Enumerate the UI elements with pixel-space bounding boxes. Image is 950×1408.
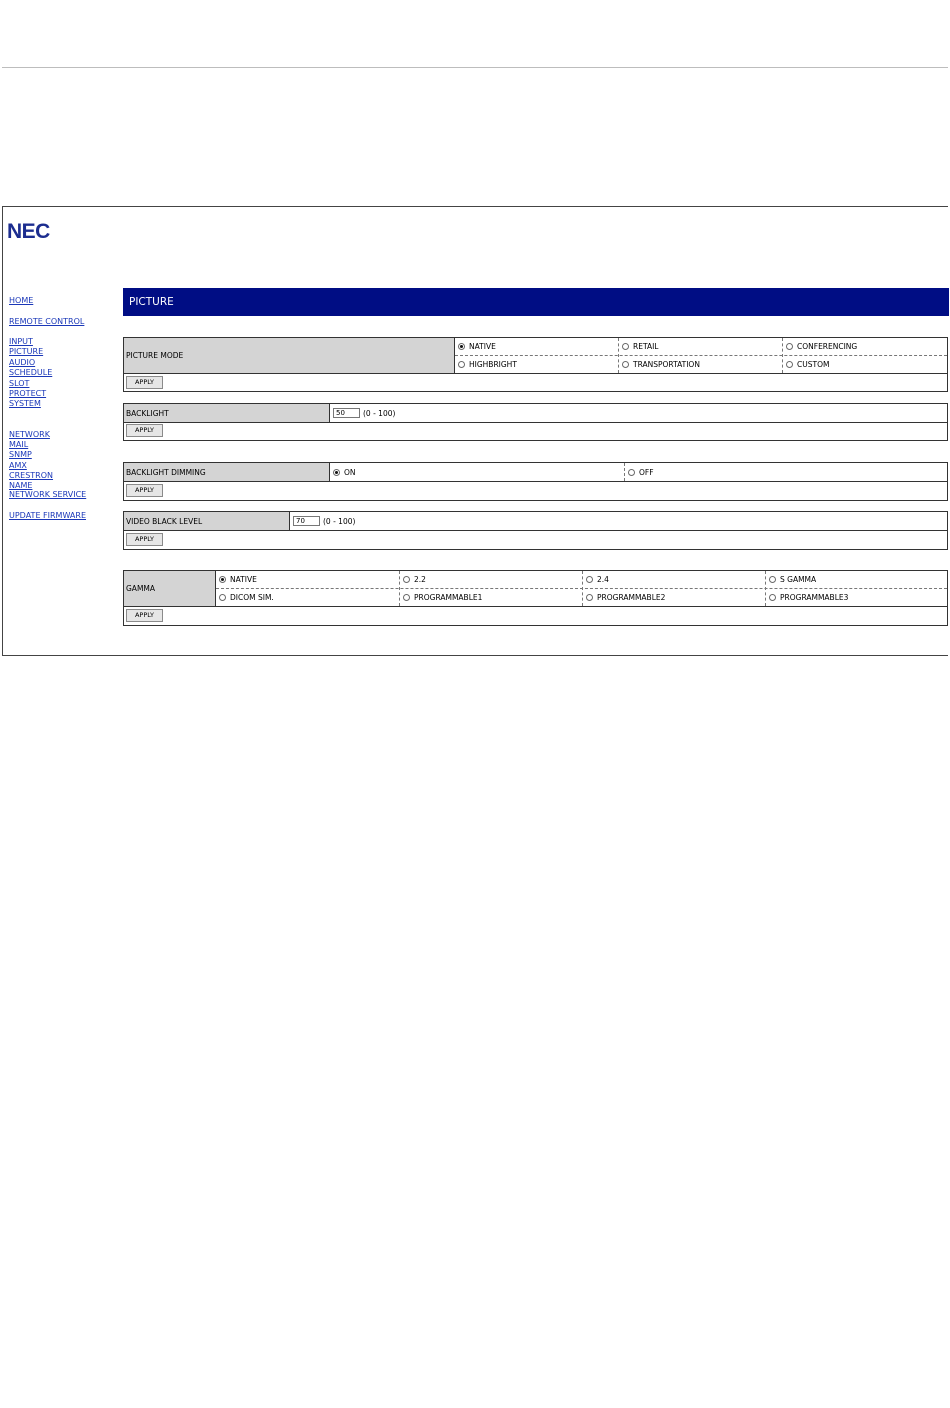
radio-icon[interactable] <box>769 594 776 601</box>
backlight-label: BACKLIGHT <box>124 404 330 422</box>
nav-link-remote-control[interactable]: REMOTE CONTROL <box>9 317 85 326</box>
nav-link-input[interactable]: INPUT <box>9 337 33 346</box>
nav-link-home[interactable]: HOME <box>9 296 34 305</box>
picture-mode-label: PICTURE MODE <box>124 338 455 373</box>
page-title: PICTURE <box>123 288 949 316</box>
video-black-level-range: (0 - 100) <box>323 516 356 526</box>
radio-selected-icon[interactable] <box>333 469 340 476</box>
gamma-option-dicom-sim[interactable]: DICOM SIM. <box>216 589 399 606</box>
backlight-dimming-option-on[interactable]: ON <box>330 463 624 481</box>
radio-icon[interactable] <box>622 343 629 350</box>
picture-mode-apply-button[interactable]: APPLY <box>126 376 163 389</box>
backlight-input[interactable]: 50 <box>333 408 360 418</box>
picture-mode-option-conferencing[interactable]: CONFERENCING <box>783 338 947 355</box>
radio-icon[interactable] <box>458 361 465 368</box>
radio-icon[interactable] <box>403 576 410 583</box>
nav-link-protect[interactable]: PROTECT <box>9 389 47 398</box>
nav-link-network[interactable]: NETWORK <box>9 430 50 439</box>
video-black-level-panel <box>123 511 948 550</box>
picture-mode-panel <box>123 337 948 392</box>
gamma-option-programmable2[interactable]: PROGRAMMABLE2 <box>583 589 765 606</box>
picture-mode-option-retail[interactable]: RETAIL <box>619 338 782 355</box>
radio-icon[interactable] <box>769 576 776 583</box>
gamma-option-programmable3[interactable]: PROGRAMMABLE3 <box>766 589 947 606</box>
radio-icon[interactable] <box>586 576 593 583</box>
picture-mode-option-custom[interactable]: CUSTOM <box>783 356 947 373</box>
backlight-apply-button[interactable]: APPLY <box>126 424 163 437</box>
picture-mode-option-native[interactable]: NATIVE <box>455 338 618 355</box>
gamma-option-2-2[interactable]: 2.2 <box>400 571 582 588</box>
backlight-range: (0 - 100) <box>363 408 396 418</box>
nav-link-system[interactable]: SYSTEM <box>9 399 41 408</box>
gamma-option-programmable1[interactable]: PROGRAMMABLE1 <box>400 589 582 606</box>
nav-link-snmp[interactable]: SNMP <box>9 450 32 459</box>
radio-icon[interactable] <box>219 594 226 601</box>
video-black-level-input[interactable]: 70 <box>293 516 320 526</box>
nav-link-network-service[interactable]: NETWORK SERVICE <box>9 490 87 499</box>
radio-icon[interactable] <box>403 594 410 601</box>
picture-mode-option-transportation[interactable]: TRANSPORTATION <box>619 356 782 373</box>
gamma-option-s-gamma[interactable]: S GAMMA <box>766 571 947 588</box>
gamma-panel <box>123 570 948 626</box>
gamma-apply-button[interactable]: APPLY <box>126 609 163 622</box>
page-top-divider <box>2 67 948 68</box>
nav-link-audio[interactable]: AUDIO <box>9 358 36 367</box>
gamma-option-native[interactable]: NATIVE <box>216 571 399 588</box>
radio-icon[interactable] <box>628 469 635 476</box>
radio-icon[interactable] <box>622 361 629 368</box>
nav-link-picture[interactable]: PICTURE <box>9 347 44 356</box>
backlight-panel <box>123 403 948 441</box>
gamma-option-2-4[interactable]: 2.4 <box>583 571 765 588</box>
backlight-dimming-label: BACKLIGHT DIMMING <box>124 463 330 481</box>
web-console-frame <box>2 206 948 656</box>
nec-logo: NEC <box>7 220 50 243</box>
nav-link-update-firmware[interactable]: UPDATE FIRMWARE <box>9 511 87 520</box>
video-black-level-label: VIDEO BLACK LEVEL <box>124 512 290 530</box>
nav-link-slot[interactable]: SLOT <box>9 379 30 388</box>
nav-link-name[interactable]: NAME <box>9 481 33 490</box>
gamma-label: GAMMA <box>124 571 216 606</box>
radio-icon[interactable] <box>786 361 793 368</box>
nav-link-crestron[interactable]: CRESTRON <box>9 471 54 480</box>
backlight-dimming-panel <box>123 462 948 501</box>
radio-selected-icon[interactable] <box>219 576 226 583</box>
backlight-dimming-apply-button[interactable]: APPLY <box>126 484 163 497</box>
radio-icon[interactable] <box>786 343 793 350</box>
radio-selected-icon[interactable] <box>458 343 465 350</box>
radio-icon[interactable] <box>586 594 593 601</box>
picture-mode-option-highbright[interactable]: HIGHBRIGHT <box>455 356 618 373</box>
nav-link-schedule[interactable]: SCHEDULE <box>9 368 53 377</box>
nav-link-mail[interactable]: MAIL <box>9 440 29 449</box>
nav-link-amx[interactable]: AMX <box>9 461 27 470</box>
backlight-dimming-option-off[interactable]: OFF <box>625 463 947 481</box>
video-black-level-apply-button[interactable]: APPLY <box>126 533 163 546</box>
